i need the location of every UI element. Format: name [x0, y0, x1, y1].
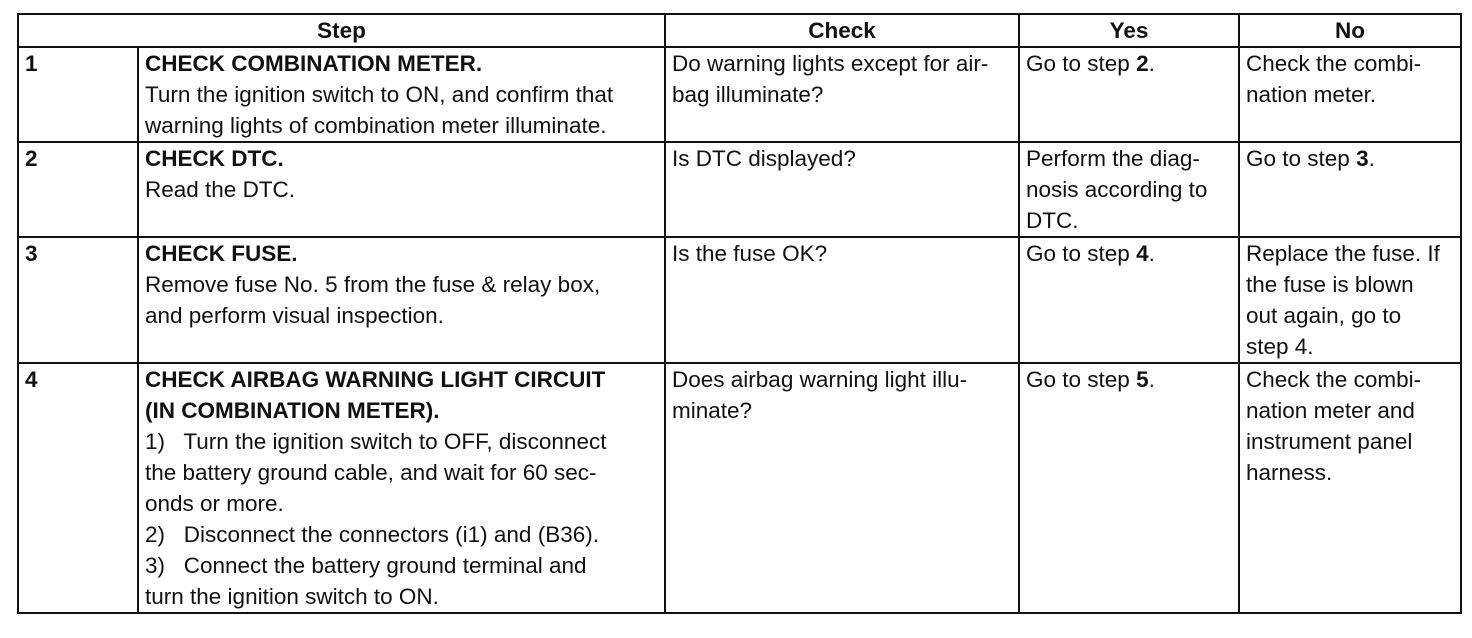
check-line: minate? — [672, 398, 753, 423]
step-line: the battery ground cable, and wait for 60 sec- — [145, 460, 597, 485]
yes-cell — [1019, 363, 1239, 613]
check-line: Do warning lights except for air- — [672, 51, 989, 76]
step-number: 3 — [18, 237, 138, 363]
step-description — [138, 142, 665, 237]
no-cell — [1239, 47, 1461, 142]
no-line: out again, go to — [1246, 303, 1402, 328]
step-line: and perform visual inspection. — [145, 303, 444, 328]
no-line: instrument panel — [1246, 429, 1413, 454]
no-cell — [1239, 142, 1461, 237]
no-line: nation meter. — [1246, 82, 1377, 107]
check-line: Is DTC displayed? — [672, 146, 856, 171]
step-line: warning lights of combination meter illuminate. — [145, 113, 607, 138]
table-row — [18, 363, 1461, 613]
step-line: Turn the ignition switch to ON, and confirm that — [145, 82, 614, 107]
step-title: CHECK FUSE. — [145, 241, 298, 266]
step-title: CHECK AIRBAG WARNING LIGHT CIRCUIT — [145, 367, 606, 392]
step-description — [138, 363, 665, 613]
step-number: 4 — [18, 363, 138, 613]
step-title: (IN COMBINATION METER). — [145, 398, 440, 423]
diagnosis-table — [17, 13, 1462, 614]
yes-cell — [1019, 47, 1239, 142]
yes-line: DTC. — [1026, 208, 1079, 233]
yes-text: Go to step — [1026, 51, 1137, 76]
yes-step-ref: 5 — [1136, 367, 1149, 392]
no-line: Check the combi- — [1246, 367, 1422, 392]
check-cell — [665, 237, 1019, 363]
no-step-ref: 3 — [1356, 146, 1369, 171]
yes-text: Go to step — [1026, 241, 1137, 266]
step-number: 1 — [18, 47, 138, 142]
header-yes: Yes — [1019, 14, 1239, 47]
table-header-row — [18, 14, 1461, 47]
table-row — [18, 47, 1461, 142]
yes-suffix: . — [1148, 241, 1155, 266]
header-step: Step — [18, 14, 665, 47]
check-cell — [665, 142, 1019, 237]
no-line: nation meter and — [1246, 398, 1415, 423]
yes-step-ref: 4 — [1136, 241, 1149, 266]
no-line: step 4. — [1246, 334, 1314, 359]
step-line: onds or more. — [145, 491, 284, 516]
yes-suffix: . — [1148, 51, 1155, 76]
step-title: CHECK DTC. — [145, 146, 284, 171]
step-description — [138, 47, 665, 142]
table-row — [18, 142, 1461, 237]
step-line: turn the ignition switch to ON. — [145, 584, 439, 609]
step-line: 1) Turn the ignition switch to OFF, disconnect — [145, 429, 607, 454]
check-line: bag illuminate? — [672, 82, 824, 107]
check-cell — [665, 363, 1019, 613]
yes-cell — [1019, 142, 1239, 237]
header-no: No — [1239, 14, 1461, 47]
table-row — [18, 237, 1461, 363]
no-suffix: . — [1368, 146, 1375, 171]
check-cell — [665, 47, 1019, 142]
step-line: 3) Connect the battery ground terminal and — [145, 553, 587, 578]
step-number: 2 — [18, 142, 138, 237]
step-title: CHECK COMBINATION METER. — [145, 51, 483, 76]
yes-suffix: . — [1148, 367, 1155, 392]
yes-step-ref: 2 — [1136, 51, 1149, 76]
yes-line: nosis according to — [1026, 177, 1208, 202]
header-check: Check — [665, 14, 1019, 47]
check-line: Does airbag warning light illu- — [672, 367, 968, 392]
step-line: Read the DTC. — [145, 177, 296, 202]
diagnosis-table-wrapper — [17, 13, 1462, 614]
check-line: Is the fuse OK? — [672, 241, 828, 266]
step-description — [138, 237, 665, 363]
no-cell — [1239, 363, 1461, 613]
yes-line: Perform the diag- — [1026, 146, 1200, 171]
no-line: Replace the fuse. If — [1246, 241, 1440, 266]
yes-cell — [1019, 237, 1239, 363]
no-line: harness. — [1246, 460, 1333, 485]
no-line: the fuse is blown — [1246, 272, 1414, 297]
no-line: Check the combi- — [1246, 51, 1422, 76]
step-line: 2) Disconnect the connectors (i1) and (B36). — [145, 522, 599, 547]
no-cell — [1239, 237, 1461, 363]
no-text: Go to step — [1246, 146, 1357, 171]
step-line: Remove fuse No. 5 from the fuse & relay box, — [145, 272, 601, 297]
yes-text: Go to step — [1026, 367, 1137, 392]
